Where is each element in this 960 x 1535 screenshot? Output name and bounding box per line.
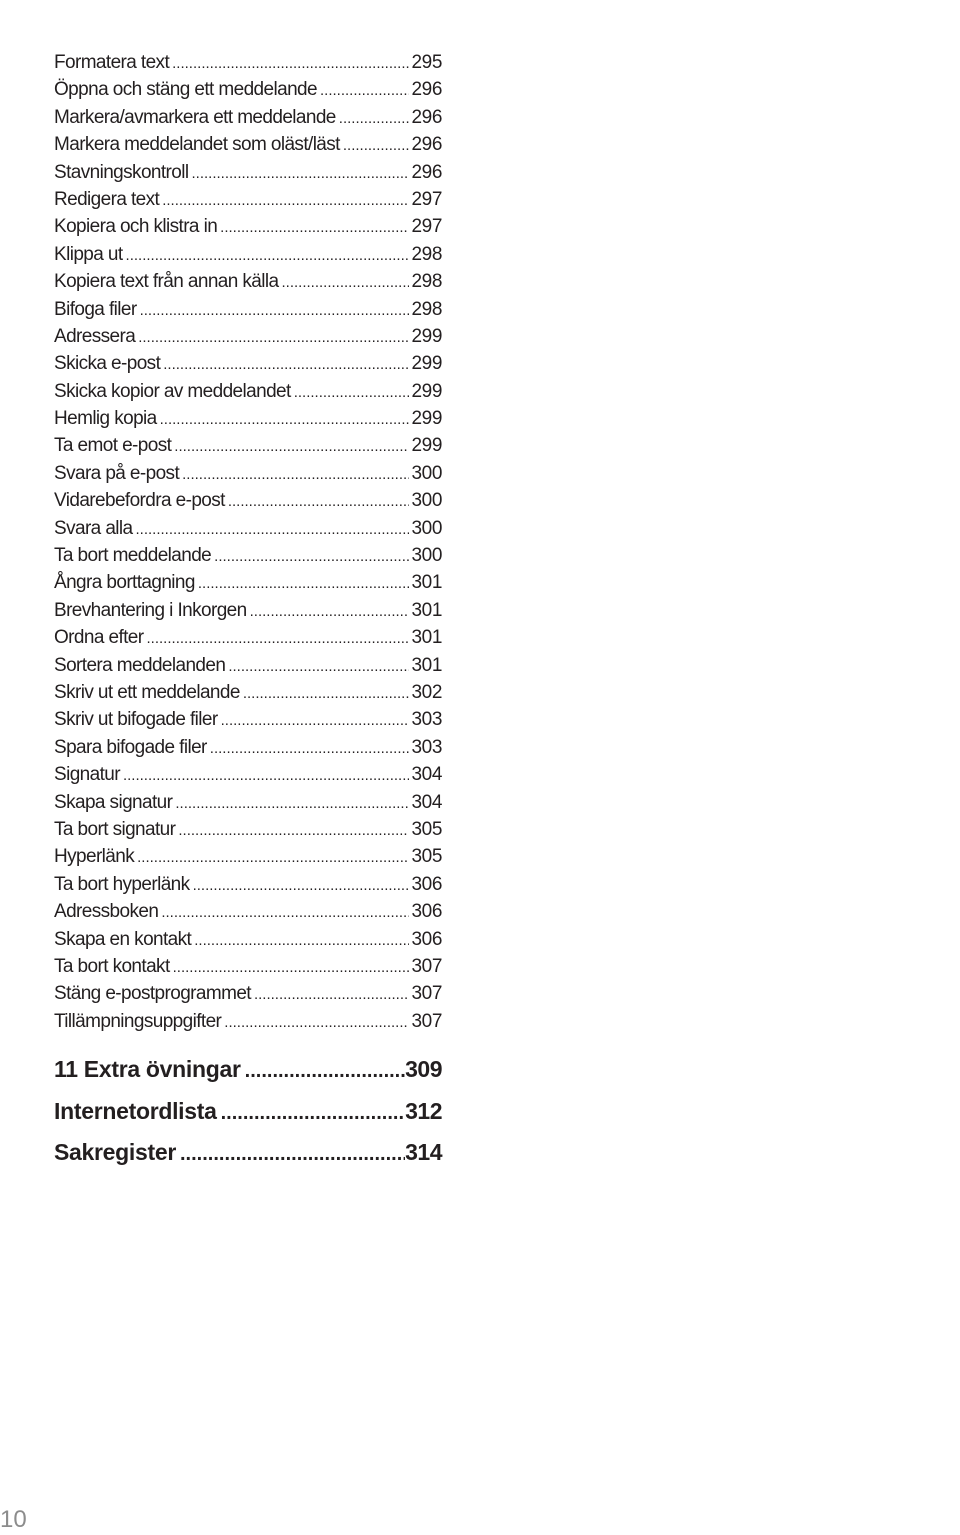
toc-entry-page: 296 [411,134,442,156]
toc-entry-title: Redigera text [54,188,160,210]
toc-entry-title: Stavningskontroll [54,161,189,183]
toc-entry [54,624,442,651]
toc-chapter-entry [54,1132,442,1174]
toc-entry [54,213,442,240]
dot-leader [281,269,409,296]
toc-entry-title: Vidarebefordra e-post [54,490,225,512]
toc-entry-title: Skicka e-post [54,353,161,375]
dot-leader [136,516,410,543]
dot-leader [162,187,409,214]
toc-entry-title: Skriv ut ett meddelande [54,681,240,703]
toc-entry [54,734,442,761]
toc-entry-page: 305 [411,818,442,840]
dot-leader [243,680,410,707]
toc-entry [54,1008,442,1035]
toc-entry-title: Formatera text [54,52,170,73]
dot-leader [224,1009,409,1036]
toc-chapter-title: Sakregister [54,1139,176,1166]
dot-leader [172,50,409,77]
toc-entry [54,843,442,870]
toc-entry-title: Kopiera och klistra in [54,216,218,238]
toc-entry-page: 299 [411,408,442,430]
dot-leader [320,77,410,104]
toc-entry [54,871,442,898]
toc-entry-title: Öppna och stäng ett meddelande [54,79,317,101]
toc-entry [54,569,442,596]
toc-entry-page: 307 [411,1010,442,1032]
toc-entry [54,296,442,323]
toc-entry-page: 299 [411,353,442,375]
toc-chapter-title: Internetordlista [54,1097,217,1124]
toc-entry [54,159,442,186]
toc-chapter-page: 314 [405,1139,442,1166]
toc-entry [54,898,442,925]
toc-entry-title: Ordna efter [54,627,144,649]
table-of-contents [54,49,442,1174]
toc-entry [54,76,442,103]
toc-entry-page: 296 [411,106,442,128]
toc-entry-page: 298 [411,298,442,320]
toc-entry-title: Bifoga filer [54,298,137,320]
toc-chapter-list [54,1049,442,1174]
toc-entry-title: Skriv ut bifogade filer [54,709,218,731]
dot-leader [210,735,410,762]
toc-entry-title: Ta bort meddelande [54,545,212,567]
toc-entry [54,789,442,816]
toc-entry-page: 296 [411,161,442,183]
toc-entry-page: 296 [411,79,442,101]
toc-entry-page: 307 [411,955,442,977]
toc-entry-page: 303 [411,736,442,758]
toc-entry-title: Ångra borttagning [54,572,195,594]
dot-leader [182,461,409,488]
toc-entry [54,652,442,679]
toc-entry [54,432,442,459]
toc-chapter-title: 11 Extra övningar [54,1056,241,1083]
toc-entry-page: 304 [411,791,442,813]
toc-entry-page: 302 [411,681,442,703]
toc-entry-page: 299 [411,380,442,402]
toc-entry-page: 298 [411,243,442,265]
toc-entry-title: Stäng e-postprogrammet [54,983,251,1005]
toc-entry-page: 297 [411,216,442,238]
toc-entry-title: Ta emot e-post [54,435,172,457]
toc-entry-page: 300 [411,517,442,539]
toc-entry-title: Ta bort kontakt [54,955,170,977]
dot-leader [126,242,410,269]
toc-entry-title: Skapa en kontakt [54,928,192,950]
toc-entry-page: 301 [411,627,442,649]
toc-entry-title: Adressboken [54,901,159,923]
toc-entry [54,816,442,843]
dot-leader [228,488,410,515]
toc-entry [54,104,442,131]
toc-entry-title: Brevhantering i Inkorgen [54,599,247,621]
dot-leader [180,1134,405,1176]
toc-entry [54,405,442,432]
toc-entry-title: Hyperlänk [54,846,135,868]
toc-entry-page: 307 [411,983,442,1005]
toc-entry [54,378,442,405]
dot-leader [228,653,409,680]
dot-leader [147,625,410,652]
page-number: 10 [0,1506,27,1533]
toc-entry-page: 306 [411,928,442,950]
toc-entry-page: 298 [411,271,442,293]
toc-entry [54,597,442,624]
dot-leader [294,379,410,406]
toc-entry-page: 300 [411,545,442,567]
toc-entry [54,323,442,350]
dot-leader [192,160,410,187]
toc-entry-page: 301 [411,654,442,676]
toc-entry-title: Markera/avmarkera ett meddelande [54,106,336,128]
toc-entry-page: 306 [411,873,442,895]
toc-chapter-page: 309 [405,1056,442,1083]
toc-entry-title: Signatur [54,764,120,786]
dot-leader [221,1093,406,1135]
dot-leader [221,707,410,734]
toc-entry-page: 304 [411,764,442,786]
toc-entry [54,241,442,268]
toc-entry-page: 295 [411,52,442,73]
toc-entry-title: Ta bort signatur [54,818,176,840]
dot-leader [198,570,410,597]
toc-entry-page: 301 [411,599,442,621]
dot-leader [173,954,410,981]
dot-leader [220,214,409,241]
toc-entry [54,515,442,542]
dot-leader [339,105,410,132]
toc-entry-page: 299 [411,435,442,457]
toc-entry [54,460,442,487]
toc-entry [54,131,442,158]
toc-entry-page: 303 [411,709,442,731]
dot-leader [161,899,409,926]
dot-leader [174,433,409,460]
toc-entry [54,761,442,788]
dot-leader [250,598,410,625]
toc-chapter-entry [54,1049,442,1091]
toc-entry [54,268,442,295]
dot-leader [214,543,409,570]
dot-leader [175,790,409,817]
toc-entry-title: Skapa signatur [54,791,173,813]
toc-entry [54,542,442,569]
toc-entry-title: Tillämpningsuppgifter [54,1010,222,1032]
toc-entry [54,980,442,1007]
toc-entry-title: Sortera meddelanden [54,654,226,676]
toc-entry [54,706,442,733]
dot-leader [140,297,410,324]
toc-entry-title: Spara bifogade filer [54,736,207,758]
toc-entry-title: Markera meddelandet som oläst/läst [54,134,340,156]
toc-entry-title: Kopiera text från annan källa [54,271,279,293]
toc-entry-list [54,49,442,1035]
toc-entry-page: 305 [411,846,442,868]
toc-entry-title: Klippa ut [54,243,123,265]
toc-entry-title: Svara på e-post [54,462,180,484]
toc-entry-page: 300 [411,462,442,484]
toc-entry-title: Adressera [54,325,136,347]
toc-entry-page: 300 [411,490,442,512]
dot-leader [193,872,410,899]
dot-leader [123,762,410,789]
toc-entry [54,953,442,980]
toc-entry-page: 299 [411,325,442,347]
dot-leader [160,406,410,433]
toc-entry [54,679,442,706]
toc-entry-title: Skicka kopior av meddelandet [54,380,291,402]
dot-leader [137,844,409,871]
toc-entry-title: Ta bort hyperlänk [54,873,190,895]
toc-entry [54,926,442,953]
dot-leader [163,351,409,378]
dot-leader [245,1051,405,1093]
dot-leader [343,132,410,159]
toc-entry-title: Hemlig kopia [54,408,157,430]
dot-leader [194,927,409,954]
toc-entry [54,350,442,377]
toc-entry-page: 301 [411,572,442,594]
toc-entry [54,186,442,213]
dot-leader [178,817,409,844]
toc-chapter-page: 312 [405,1097,442,1124]
toc-entry [54,49,442,76]
dot-leader [138,324,409,351]
toc-chapter-entry [54,1091,442,1133]
toc-entry [54,487,442,514]
toc-entry-page: 297 [411,188,442,210]
dot-leader [254,981,410,1008]
toc-entry-title: Svara alla [54,517,133,539]
toc-entry-page: 306 [411,901,442,923]
